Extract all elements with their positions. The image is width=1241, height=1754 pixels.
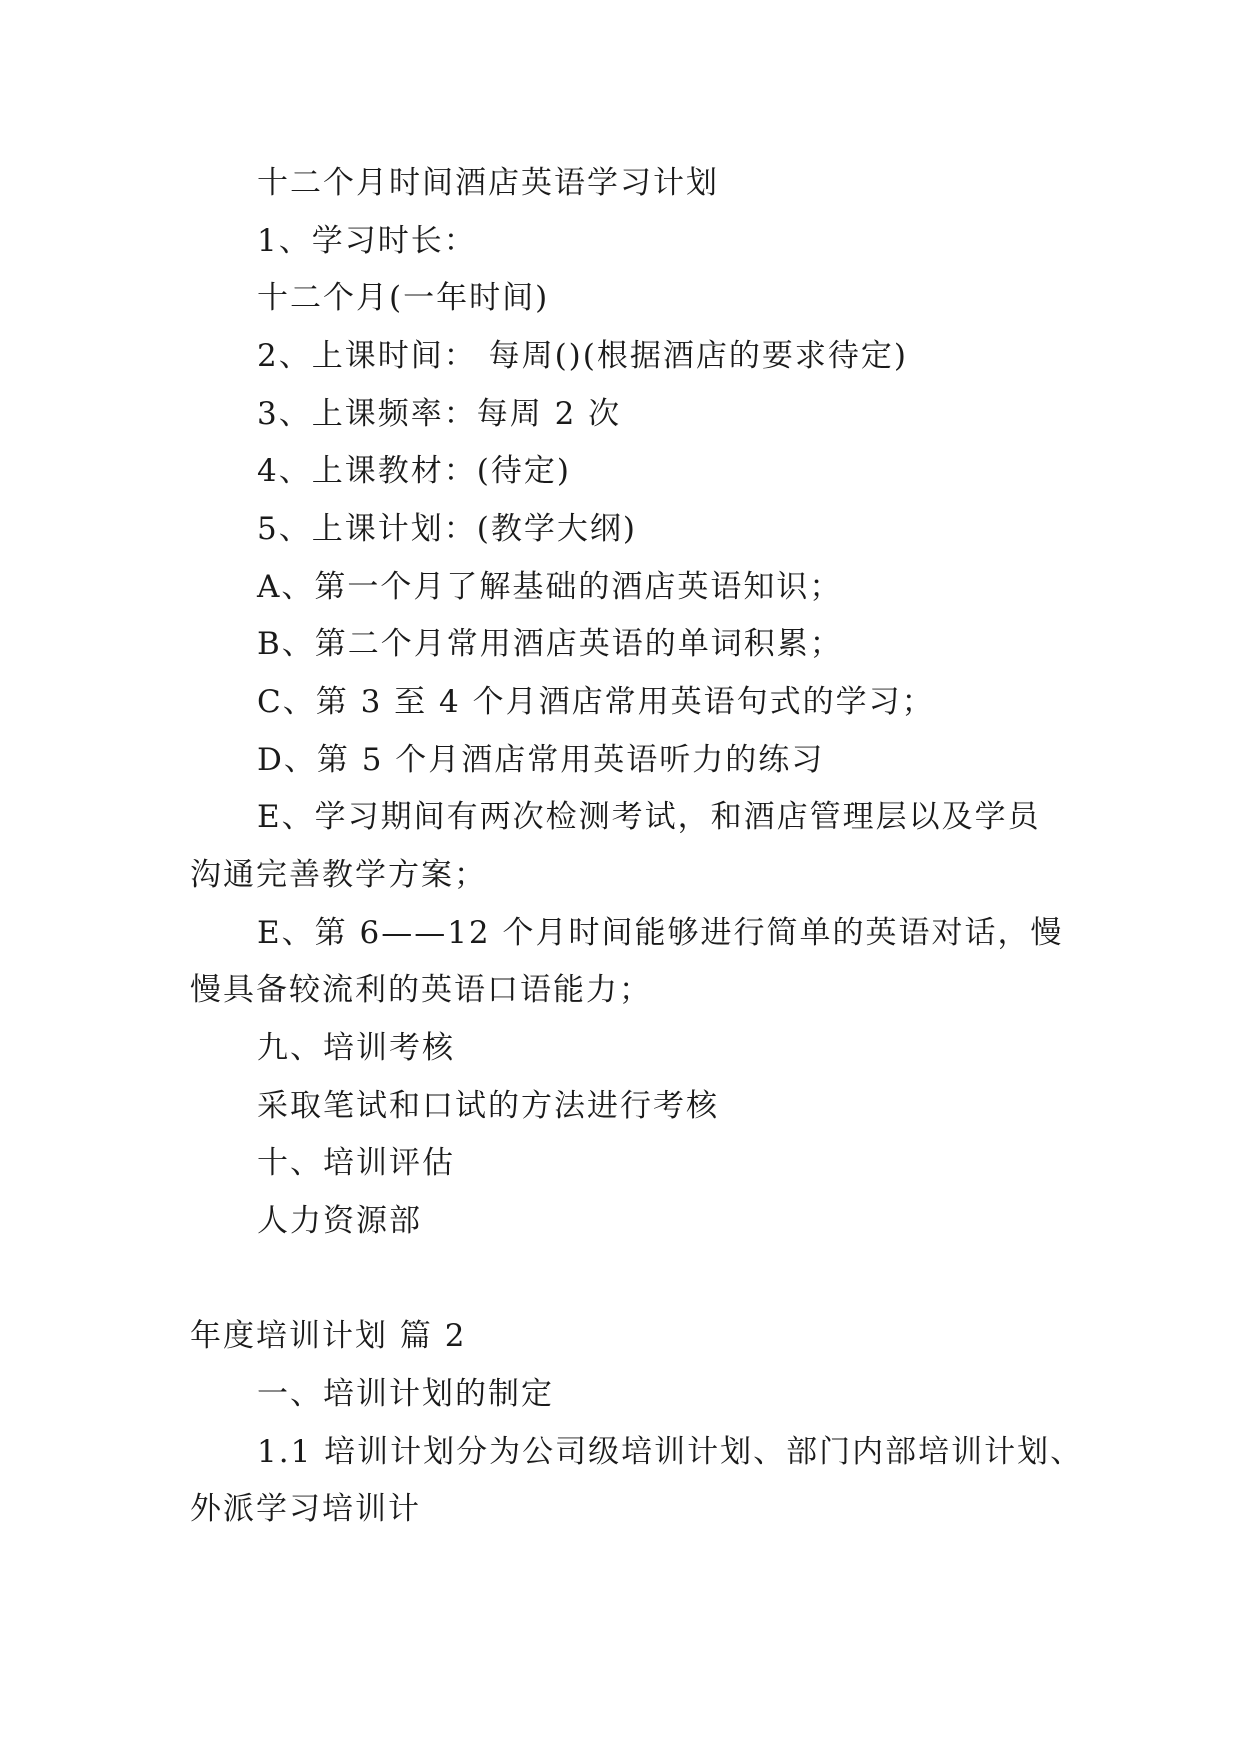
paragraph-continuation: 沟通完善教学方案； bbox=[190, 857, 487, 893]
section-heading: 一、培训计划的制定 bbox=[257, 1376, 554, 1412]
paragraph: 5、上课计划：(教学大纲) bbox=[257, 511, 637, 547]
paragraph-continuation: 外派学习培训计 bbox=[190, 1491, 421, 1527]
paragraph-continuation: 慢具备较流利的英语口语能力； bbox=[190, 972, 652, 1008]
paragraph: E、第 6——12 个月时间能够进行简单的英语对话，慢 bbox=[257, 915, 1064, 951]
paragraph: 2、上课时间： 每周()(根据酒店的要求待定) bbox=[257, 338, 908, 374]
section-heading: 十、培训评估 bbox=[257, 1145, 455, 1181]
paragraph: 采取笔试和口试的方法进行考核 bbox=[257, 1088, 719, 1124]
paragraph: C、第 3 至 4 个月酒店常用英语句式的学习； bbox=[257, 684, 935, 720]
document-title: 年度培训计划 篇 2 bbox=[190, 1318, 467, 1354]
paragraph: 1.1 培训计划分为公司级培训计划、部门内部培训计划、 bbox=[257, 1434, 1084, 1470]
paragraph: D、第 5 个月酒店常用英语听力的练习 bbox=[257, 742, 825, 778]
paragraph: 十二个月(一年时间) bbox=[257, 280, 550, 316]
paragraph: E、学习期间有两次检测考试，和酒店管理层以及学员 bbox=[257, 799, 1041, 835]
section-heading: 九、培训考核 bbox=[257, 1030, 455, 1066]
paragraph: A、第一个月了解基础的酒店英语知识； bbox=[257, 569, 843, 605]
paragraph: 人力资源部 bbox=[257, 1203, 422, 1239]
paragraph: 3、上课频率：每周 2 次 bbox=[257, 396, 622, 432]
section-title: 十二个月时间酒店英语学习计划 bbox=[257, 165, 719, 201]
paragraph: 4、上课教材：(待定) bbox=[257, 453, 571, 489]
paragraph: B、第二个月常用酒店英语的单词积累； bbox=[257, 626, 843, 662]
paragraph: 1、学习时长： bbox=[257, 223, 477, 259]
